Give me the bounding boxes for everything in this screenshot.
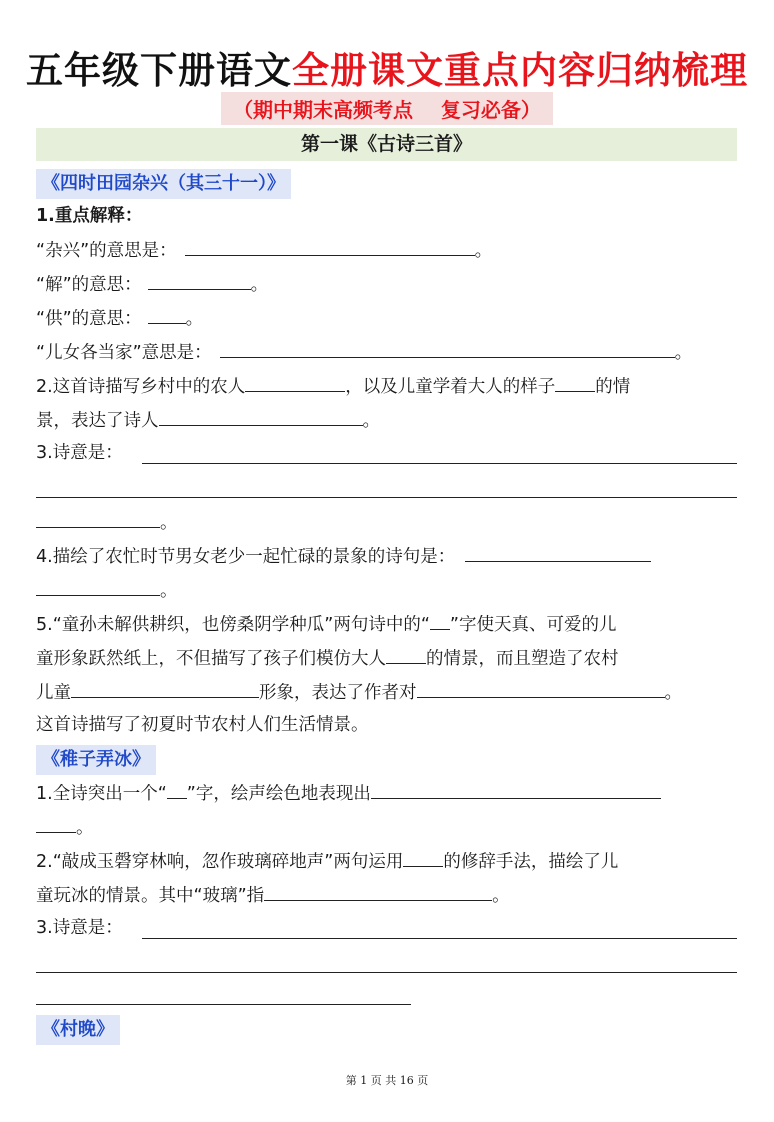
question-5-line1: 5.“童孙未解供耕织，也傍桑阴学种瓜”两句诗中的“ ”字使天真、可爱的儿 [36,611,616,637]
question-3: 3.诗意是： [36,443,123,463]
answer-line[interactable] [36,497,737,498]
question-1a: “杂兴”的意思是： 。 [36,237,492,263]
answer-line[interactable] [142,938,737,939]
question-p2-2-line1: 2.“敲成玉磬穿林响，忽作玻璃碎地声”两句运用 的修辞手法，描绘了儿 [36,848,618,874]
answer-blank[interactable] [148,271,251,290]
question-p2-3: 3.诗意是： [36,918,123,938]
answer-blank[interactable] [71,679,259,698]
question-2-line1: 2.这首诗描写乡村中的农人 ，以及儿童学着大人的样子 的情 [36,373,630,399]
poem-title-zhizinongbing: 《稚子弄冰》 [36,745,156,775]
question-p2-2-line2: 童玩冰的情景。其中“玻璃”指 。 [36,882,510,908]
question-5-line2: 童形象跃然纸上，不但描写了孩子们模仿大人 的情景，而且塑造了农村 [36,645,619,671]
answer-line-short: 。 [36,509,178,535]
question-2-line2: 景，表达了诗人 。 [36,407,380,433]
answer-blank[interactable] [417,679,665,698]
subtitle-banner: （期中期末高频考点 复习必备） [221,92,553,125]
question-1c: “供”的意思： 。 [36,305,203,331]
poem-summary: 这首诗描写了初夏时节农村人们生活情景。 [36,715,369,735]
answer-blank[interactable] [430,611,450,630]
answer-blank[interactable] [555,373,595,392]
answer-blank[interactable] [386,645,426,664]
answer-blank[interactable] [403,848,443,867]
answer-line[interactable] [142,463,737,464]
answer-blank[interactable] [159,407,363,426]
question-1b: “解”的意思： 。 [36,271,268,297]
question-4: 4.描绘了农忙时节男女老少一起忙碌的景象的诗句是： [36,543,651,569]
answer-blank[interactable] [36,509,160,528]
answer-blank[interactable] [371,780,661,799]
answer-blank[interactable] [264,882,492,901]
answer-line-short: 。 [36,814,94,840]
answer-blank[interactable] [465,543,651,562]
answer-blank[interactable] [36,814,76,833]
page-footer: 第 1 页 共 16 页 [345,1074,429,1087]
answer-line[interactable] [36,1004,411,1005]
answer-blank[interactable] [220,339,675,358]
answer-blank[interactable] [148,305,186,324]
question-5-line3: 儿童 形象，表达了作者对 。 [36,679,682,705]
answer-blank[interactable] [36,577,160,596]
page-title: 五年级下册语文全册课文重点内容归纳梳理 [26,49,748,92]
question-p2-1: 1.全诗突出一个“ ”字，绘声绘色地表现出 [36,780,661,806]
answer-line-short: 。 [36,577,178,603]
poem-title-cunwan: 《村晚》 [36,1015,120,1045]
question-1d: “儿女各当家”意思是： 。 [36,339,692,365]
lesson-heading: 第一课《古诗三首》 [36,128,737,161]
answer-blank[interactable] [245,373,345,392]
section-key-explanations: 1.重点解释： [36,206,143,226]
poem-title-sishitianyuan: 《四时田园杂兴（其三十一）》 [36,169,291,199]
answer-blank[interactable] [185,237,475,256]
answer-line[interactable] [36,972,737,973]
answer-blank[interactable] [167,780,187,799]
